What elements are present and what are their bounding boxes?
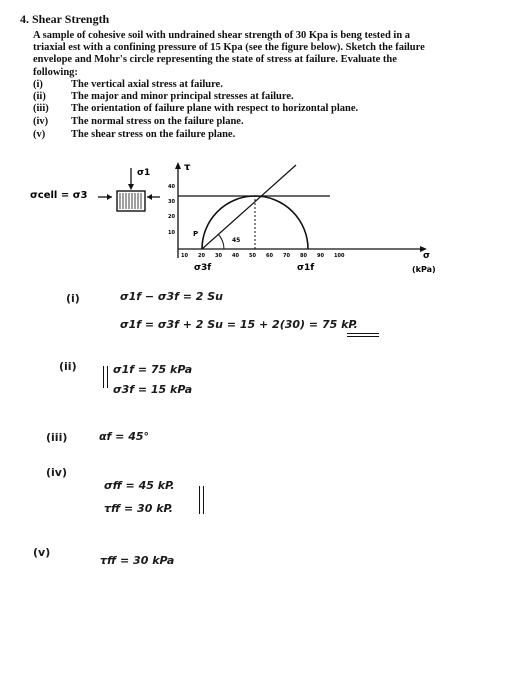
statement-line: triaxial est with a confining pressure of 15 Kpa (see the figure below). Sketch the failure bbox=[33, 42, 425, 54]
question-item: (ii) The major and minor principal stresses at failure. bbox=[33, 91, 294, 102]
arrowhead-right bbox=[147, 194, 152, 200]
solution-label: (ii) bbox=[59, 360, 77, 373]
solution-label: (iii) bbox=[46, 431, 68, 444]
solution-line: σff = 45 kP. bbox=[104, 479, 175, 492]
solution-line: τff = 30 kP. bbox=[104, 502, 173, 515]
arrowhead-top bbox=[128, 184, 134, 190]
unit-label: (kPa) bbox=[412, 265, 436, 274]
solution-label: (iv) bbox=[46, 466, 67, 479]
double-bar bbox=[199, 486, 204, 514]
x-tick: 30 bbox=[215, 253, 222, 259]
tau-arrowhead bbox=[175, 162, 181, 169]
x-tick: 70 bbox=[283, 253, 290, 259]
solution-label: (v) bbox=[33, 546, 51, 559]
angle-label: 45 bbox=[232, 237, 241, 244]
solution-line: αf = 45° bbox=[99, 430, 150, 443]
solution-line: τff = 30 kPa bbox=[100, 554, 175, 567]
mohr-circle-sketch bbox=[0, 150, 517, 290]
x-tick: 100 bbox=[334, 253, 345, 259]
problem-statement bbox=[33, 30, 483, 79]
y-tick: 40 bbox=[168, 184, 175, 190]
x-tick: 90 bbox=[317, 253, 324, 259]
statement-line: following: bbox=[33, 66, 78, 78]
arrowhead-left bbox=[107, 194, 112, 200]
tau-label: τ bbox=[184, 162, 191, 173]
failure-plane-line bbox=[202, 165, 296, 249]
point-label: P bbox=[193, 230, 199, 238]
question-item: (i) The vertical axial stress at failure. bbox=[33, 79, 223, 90]
question-item: (iii) The orientation of failure plane with respect to horizontal plane. bbox=[33, 103, 359, 114]
question-item: (iv) The normal stress on the failure plane. bbox=[33, 116, 244, 127]
statement-line: A sample of cohesive soil with undrained shear strength of 30 Kpa is beng tested in a bbox=[33, 30, 411, 41]
solution-label: (i) bbox=[66, 292, 80, 305]
x-tick: 60 bbox=[266, 253, 273, 259]
solution-line: σ1f = 75 kPa bbox=[113, 363, 193, 376]
x-tick: 10 bbox=[181, 253, 188, 259]
y-tick: 10 bbox=[168, 230, 175, 236]
x-tick: 40 bbox=[232, 253, 239, 259]
angle-arc bbox=[218, 234, 224, 249]
x-tick: 20 bbox=[198, 253, 205, 259]
y-tick: 30 bbox=[168, 199, 175, 205]
solution-line: σ3f = 15 kPa bbox=[113, 383, 193, 396]
sigma3f-label: σ3f bbox=[194, 263, 212, 273]
solution-line: σ1f − σ3f = 2 Su bbox=[120, 290, 224, 303]
sigma-axis-label: σ bbox=[423, 251, 431, 261]
x-tick: 80 bbox=[300, 253, 307, 259]
solution-line: σ1f = σ3f + 2 Su = 15 + 2(30) = 75 kP. bbox=[120, 318, 358, 331]
problem-title: 4. Shear Strength bbox=[20, 12, 110, 26]
cell-pressure-label: σcell = σ3 bbox=[30, 190, 88, 201]
double-bar bbox=[103, 366, 108, 388]
y-tick: 20 bbox=[168, 214, 175, 220]
specimen-hatch bbox=[120, 193, 141, 209]
x-tick: 50 bbox=[249, 253, 256, 259]
sigma1f-label: σ1f bbox=[297, 263, 315, 273]
statement-line: envelope and Mohr's circle representing the state of stress at failure. Evaluate the bbox=[33, 54, 397, 66]
answer-underline bbox=[347, 333, 379, 337]
sigma1-label: σ1 bbox=[137, 168, 151, 178]
question-item: (v) The shear stress on the failure plane. bbox=[33, 129, 236, 140]
